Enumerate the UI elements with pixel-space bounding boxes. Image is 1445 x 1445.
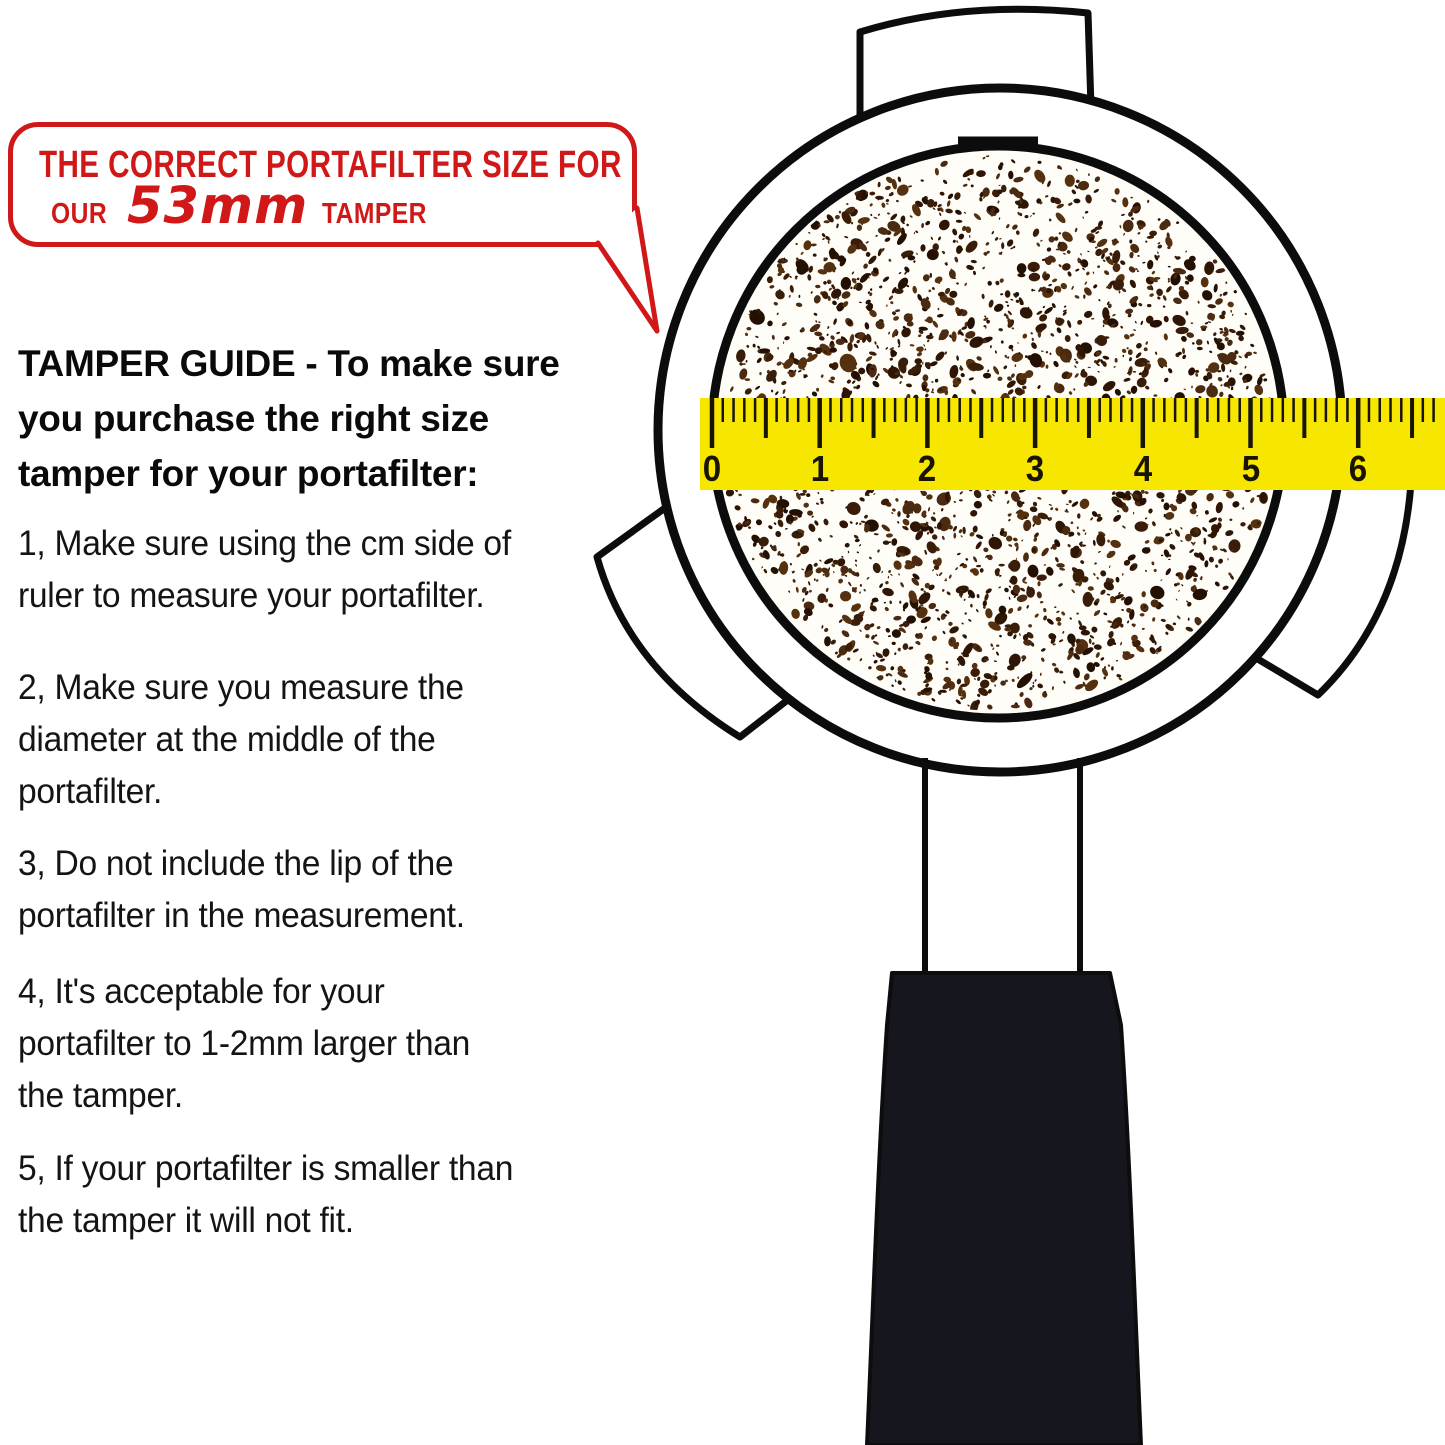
speech-bubble-our: OUR bbox=[51, 198, 108, 230]
portafilter-handle bbox=[867, 973, 1141, 1445]
speech-bubble-tail bbox=[598, 208, 657, 331]
instruction-line: 4, It's acceptable for your bbox=[18, 972, 385, 1011]
instruction-item-4 bbox=[18, 966, 470, 1122]
instruction-line: the tamper it will not fit. bbox=[18, 1201, 354, 1240]
instruction-line: ruler to measure your portafilter. bbox=[18, 576, 485, 615]
instruction-line: portafilter in the measurement. bbox=[18, 896, 465, 935]
instruction-line: 3, Do not include the lip of the bbox=[18, 844, 454, 883]
heading-line: TAMPER GUIDE - To make sure bbox=[18, 343, 560, 384]
ruler-number: 5 bbox=[1241, 448, 1260, 489]
ruler-number: 4 bbox=[1133, 448, 1153, 489]
ruler-number: 0 bbox=[702, 448, 722, 489]
portafilter-neck-lines bbox=[925, 758, 1080, 976]
speech-bubble-tamper: TAMPER bbox=[322, 198, 428, 230]
instruction-line: the tamper. bbox=[18, 1076, 183, 1115]
tamper-size-value: 53mm bbox=[126, 177, 309, 236]
ruler-number: 6 bbox=[1348, 448, 1368, 489]
instruction-line: 2, Make sure you measure the bbox=[18, 668, 464, 707]
instruction-line: portafilter to 1-2mm larger than bbox=[18, 1024, 471, 1063]
instruction-item-3 bbox=[18, 838, 465, 942]
instruction-line: 5, If your portafilter is smaller than bbox=[18, 1149, 514, 1188]
instruction-item-1 bbox=[18, 518, 511, 622]
ruler-number: 1 bbox=[810, 448, 829, 489]
instruction-line: 1, Make sure using the cm side of bbox=[18, 524, 511, 563]
instruction-line: portafilter. bbox=[18, 772, 163, 811]
instruction-line: diameter at the middle of the bbox=[18, 720, 436, 759]
instruction-item-5 bbox=[18, 1143, 513, 1247]
heading-line: tamper for your portafilter: bbox=[18, 453, 479, 494]
speech-bubble-line1: THE CORRECT PORTAFILTER SIZE FOR bbox=[39, 144, 622, 186]
ruler-number: 2 bbox=[918, 448, 937, 489]
instruction-item-2 bbox=[18, 662, 464, 818]
ruler-number: 3 bbox=[1025, 448, 1045, 489]
tamper-guide-heading bbox=[18, 336, 560, 501]
heading-line: you purchase the right size bbox=[18, 398, 489, 439]
